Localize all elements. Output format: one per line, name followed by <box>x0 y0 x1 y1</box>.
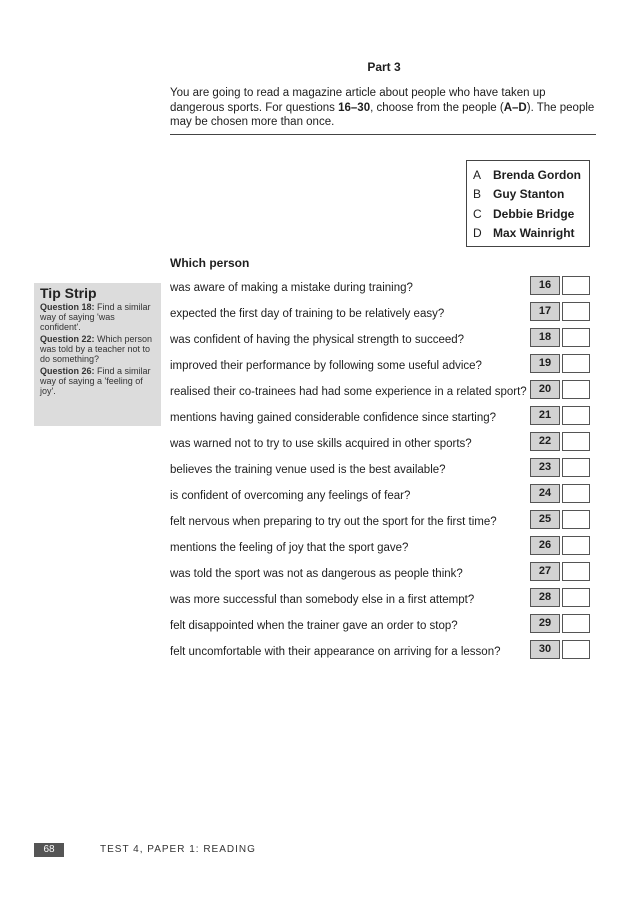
question-row <box>170 432 590 458</box>
question-number: 22 <box>530 432 560 451</box>
answer-box[interactable] <box>562 458 590 477</box>
person-letter: B <box>473 187 482 202</box>
answer-box[interactable] <box>562 354 590 373</box>
question-row <box>170 328 590 354</box>
question-text: felt uncomfortable with their appearance on arriving for a lesson? <box>170 646 501 658</box>
question-text: was aware of making a mistake during training? <box>170 282 413 294</box>
question-number: 17 <box>530 302 560 321</box>
tip-text: Which person was told by a teacher not to do something? <box>40 334 153 364</box>
person-a <box>473 165 583 185</box>
question-text: mentions the feeling of joy that the sport gave? <box>170 542 409 554</box>
answer-box[interactable] <box>562 536 590 555</box>
part-title: Part 3 <box>367 60 401 74</box>
question-number: 20 <box>530 380 560 399</box>
person-name: Brenda Gordon <box>493 167 582 182</box>
question-text: believes the training venue used is the best available? <box>170 464 446 476</box>
answer-box[interactable] <box>562 614 590 633</box>
person-letter: C <box>473 206 482 221</box>
tip-text: Find a similar way of saying 'was confident'. <box>40 302 151 332</box>
question-row <box>170 354 590 380</box>
person-letter: A <box>473 167 482 182</box>
question-number: 30 <box>530 640 560 659</box>
question-text: was confident of having the physical strength to succeed? <box>170 334 465 346</box>
question-prompt: Which person <box>170 256 250 270</box>
question-row <box>170 484 590 510</box>
question-text: is confident of overcoming any feelings of fear? <box>170 490 411 502</box>
question-row <box>170 536 590 562</box>
tip-label: Question 18: <box>40 302 95 312</box>
question-row <box>170 640 590 666</box>
instructions-text-a: You are going to read a magazine article about people who have taken up dangerous sports. For questions <box>170 87 546 114</box>
question-row <box>170 406 590 432</box>
answer-box[interactable] <box>562 432 590 451</box>
question-text: realised their co-trainees had had some experience in a related sport? <box>170 386 527 398</box>
person-d <box>473 224 583 244</box>
person-name: Guy Stanton <box>493 187 565 202</box>
question-number: 19 <box>530 354 560 373</box>
question-number: 16 <box>530 276 560 295</box>
question-row <box>170 458 590 484</box>
question-number: 25 <box>530 510 560 529</box>
question-text: expected the first day of training to be relatively easy? <box>170 308 445 320</box>
question-row <box>170 380 590 406</box>
tip-strip <box>34 283 161 426</box>
question-list <box>170 276 590 666</box>
question-row <box>170 562 590 588</box>
question-number: 28 <box>530 588 560 607</box>
tip-text: Find a similar way of saying a 'feeling of joy'. <box>40 366 151 396</box>
person-name: Debbie Bridge <box>493 206 575 221</box>
answer-box[interactable] <box>562 588 590 607</box>
question-text: felt nervous when preparing to try out the sport for the first time? <box>170 516 497 528</box>
question-number: 23 <box>530 458 560 477</box>
question-row <box>170 588 590 614</box>
answer-box[interactable] <box>562 484 590 503</box>
tip-item-26 <box>40 366 155 396</box>
answer-box[interactable] <box>562 406 590 425</box>
people-box <box>466 160 590 247</box>
answer-box[interactable] <box>562 328 590 347</box>
question-text: was told the sport was not as dangerous as people think? <box>170 568 463 580</box>
divider <box>170 134 596 135</box>
tip-item-18 <box>40 302 155 332</box>
question-number: 24 <box>530 484 560 503</box>
question-text: was more successful than somebody else in a first attempt? <box>170 594 475 606</box>
question-range: 16–30 <box>338 101 371 114</box>
tip-label: Question 22: <box>40 334 95 344</box>
question-number: 26 <box>530 536 560 555</box>
question-row <box>170 510 590 536</box>
footer-section: TEST 4, PAPER 1: READING <box>100 844 256 855</box>
question-text: mentions having gained considerable confidence since starting? <box>170 412 497 424</box>
person-c <box>473 204 583 224</box>
tip-label: Question 26: <box>40 366 95 376</box>
question-number: 21 <box>530 406 560 425</box>
question-number: 27 <box>530 562 560 581</box>
answer-box[interactable] <box>562 640 590 659</box>
question-row <box>170 276 590 302</box>
question-row <box>170 614 590 640</box>
question-text: improved their performance by following some useful advice? <box>170 360 482 372</box>
people-letters: A–D <box>503 101 527 114</box>
question-row <box>170 302 590 328</box>
question-number: 18 <box>530 328 560 347</box>
instructions-text-c: ). The people may be chosen more than once. <box>170 101 595 128</box>
answer-box[interactable] <box>562 562 590 581</box>
question-text: was warned not to try to use skills acquired in other sports? <box>170 438 472 450</box>
answer-box[interactable] <box>562 276 590 295</box>
person-letter: D <box>473 226 482 241</box>
answer-box[interactable] <box>562 302 590 321</box>
person-b <box>473 185 583 205</box>
question-text: felt disappointed when the trainer gave an order to stop? <box>170 620 458 632</box>
answer-box[interactable] <box>562 510 590 529</box>
page-number: 68 <box>34 843 64 857</box>
answer-box[interactable] <box>562 380 590 399</box>
tip-strip-heading: Tip Strip <box>40 285 97 301</box>
person-name: Max Wainright <box>493 226 575 241</box>
instructions-text-b: , choose from the people ( <box>370 101 504 114</box>
question-number: 29 <box>530 614 560 633</box>
tip-item-22 <box>40 334 155 364</box>
instructions <box>170 86 600 130</box>
